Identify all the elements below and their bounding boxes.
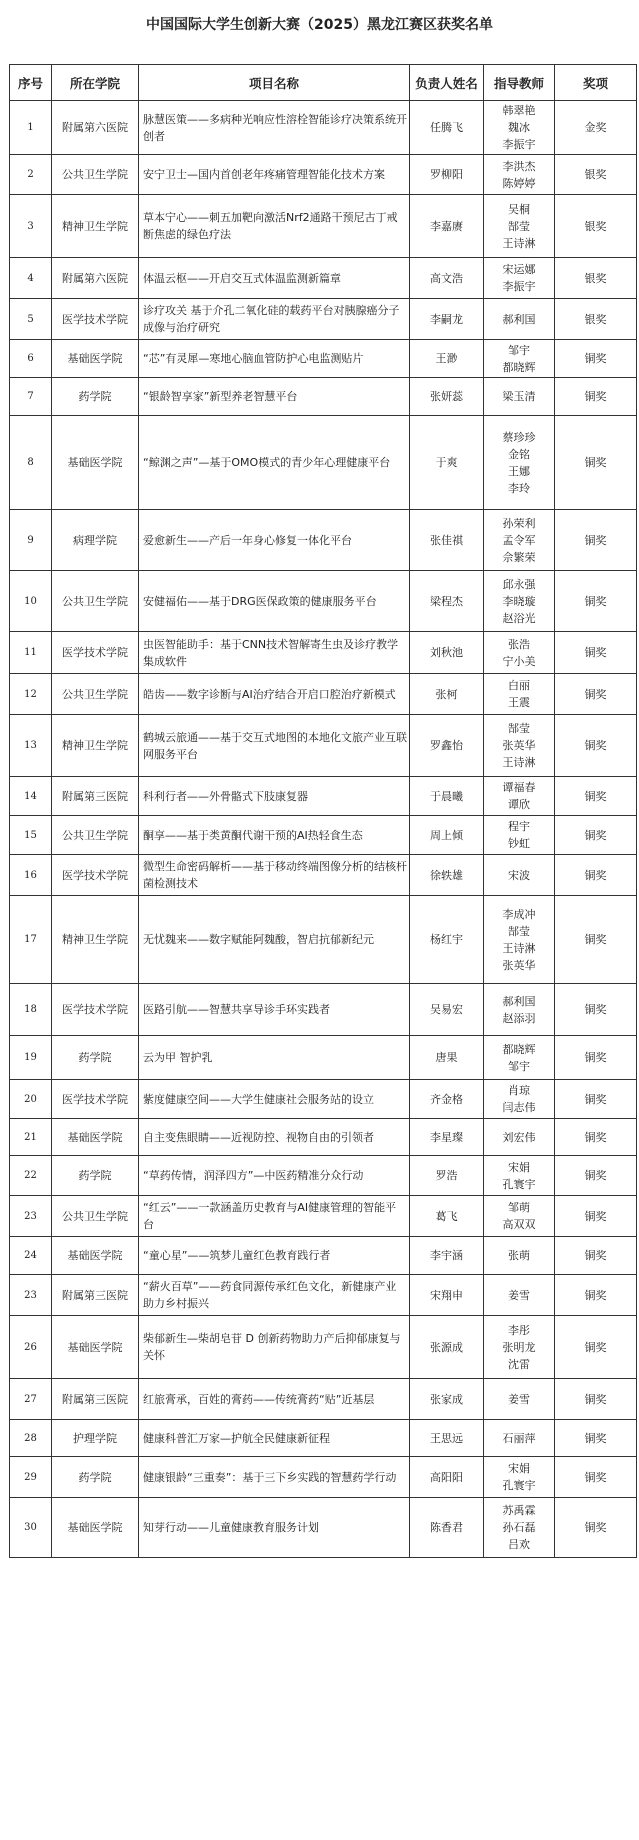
row-index: 27 <box>10 1379 52 1420</box>
row-index: 12 <box>10 674 52 715</box>
row-leader: 李宇涵 <box>410 1237 484 1275</box>
row-advisors <box>484 1379 555 1420</box>
row-college: 公共卫生学院 <box>52 155 139 195</box>
row-college: 药学院 <box>52 1457 139 1498</box>
row-award: 铜奖 <box>555 777 637 816</box>
advisor-name: 王诗淋 <box>502 941 536 955</box>
row-college: 基础医学院 <box>52 1498 139 1558</box>
row-leader: 唐果 <box>410 1036 484 1080</box>
row-project: 柴郁新生—柴胡皂苷 D 创新药物助力产后抑郁康复与关怀 <box>139 1316 410 1379</box>
advisor-name: 谭欣 <box>508 798 530 811</box>
row-advisors <box>484 195 555 258</box>
row-college: 公共卫生学院 <box>52 1196 139 1237</box>
row-advisors <box>484 777 555 816</box>
table-row <box>10 101 637 155</box>
row-project: “银龄智享家”新型养老智慧平台 <box>139 378 410 416</box>
advisor-name: 孟令军 <box>502 533 536 547</box>
row-index: 14 <box>10 777 52 816</box>
row-index: 1 <box>10 101 52 155</box>
row-project: “芯”有灵犀—寒地心脑血管防护心电监测贴片 <box>139 340 410 378</box>
header-leader: 负责人姓名 <box>410 65 484 101</box>
row-college: 药学院 <box>52 1156 139 1196</box>
advisor-name: 都晓辉 <box>502 1042 536 1056</box>
row-advisors <box>484 632 555 674</box>
row-award: 铜奖 <box>555 855 637 896</box>
row-leader: 李嗣龙 <box>410 299 484 340</box>
row-award: 铜奖 <box>555 1119 637 1156</box>
advisor-name: 李振宇 <box>502 280 536 293</box>
row-college: 精神卫生学院 <box>52 195 139 258</box>
row-award: 铜奖 <box>555 1196 637 1237</box>
row-index: 16 <box>10 855 52 896</box>
row-advisors <box>484 258 555 299</box>
advisor-name: 石丽萍 <box>502 1431 536 1445</box>
row-index: 19 <box>10 1036 52 1080</box>
advisor-name: 张浩 <box>508 637 530 651</box>
row-award: 铜奖 <box>555 510 637 571</box>
advisor-name: 邹宇 <box>508 343 530 357</box>
row-project: 紫度健康空间——大学生健康社会服务站的设立 <box>139 1080 410 1119</box>
table-row <box>10 1156 637 1196</box>
row-index: 10 <box>10 571 52 632</box>
row-college: 医学技术学院 <box>52 632 139 674</box>
row-leader: 周上倾 <box>410 816 484 855</box>
advisor-name: 王震 <box>508 696 530 709</box>
row-advisors <box>484 378 555 416</box>
row-award: 铜奖 <box>555 378 637 416</box>
advisor-name: 程宇 <box>508 820 530 833</box>
table-row <box>10 777 637 816</box>
advisor-name: 白丽 <box>508 679 530 692</box>
row-project: 健康银龄“三重奏”：基于三下乡实践的智慧药学行动 <box>139 1457 410 1498</box>
row-advisors <box>484 1316 555 1379</box>
row-college: 基础医学院 <box>52 1237 139 1275</box>
row-advisors <box>484 715 555 777</box>
table-row <box>10 1420 637 1457</box>
row-advisors <box>484 984 555 1036</box>
advisor-name: 李晓璇 <box>502 594 536 608</box>
row-college: 医学技术学院 <box>52 299 139 340</box>
advisor-name: 邱永强 <box>502 577 536 591</box>
advisor-name: 谭福春 <box>502 781 536 794</box>
row-advisors <box>484 155 555 195</box>
table-row <box>10 155 637 195</box>
row-award: 铜奖 <box>555 715 637 777</box>
row-project: “草药传情，润泽四方”—中医药精准分众行动 <box>139 1156 410 1196</box>
advisor-name: 蔡珍珍 <box>502 430 536 444</box>
advisor-name: 刘宏伟 <box>502 1130 536 1144</box>
row-advisors <box>484 1156 555 1196</box>
row-index: 2 <box>10 155 52 195</box>
row-project: “薪火百草”——药食同源传承红色文化，新健康产业助力乡村振兴 <box>139 1275 410 1316</box>
row-college: 精神卫生学院 <box>52 896 139 984</box>
row-advisors <box>484 1275 555 1316</box>
row-college: 医学技术学院 <box>52 1080 139 1119</box>
row-index: 18 <box>10 984 52 1036</box>
row-project: 脉慧医策——多病种光响应性溶栓智能诊疗决策系统开创者 <box>139 101 410 155</box>
row-project: 安健福佑——基于DRG医保政策的健康服务平台 <box>139 571 410 632</box>
row-college: 药学院 <box>52 1036 139 1080</box>
awards-table <box>9 64 637 1558</box>
row-college: 公共卫生学院 <box>52 816 139 855</box>
row-leader: 宋翔申 <box>410 1275 484 1316</box>
row-project: 鹤城云旅通——基于交互式地图的本地化文旅产业互联网服务平台 <box>139 715 410 777</box>
row-leader: 王思远 <box>410 1420 484 1457</box>
advisor-name: 邹萌 <box>508 1201 530 1214</box>
row-leader: 张佳祺 <box>410 510 484 571</box>
row-project: 酮享——基于类黄酮代谢干预的AI热轻食生态 <box>139 816 410 855</box>
advisor-name: 孙荣利 <box>502 516 536 530</box>
row-award: 银奖 <box>555 195 637 258</box>
row-project: 健康科普汇万家—护航全民健康新征程 <box>139 1420 410 1457</box>
advisor-name: 张萌 <box>508 1249 530 1262</box>
header-project: 项目名称 <box>139 65 410 101</box>
row-project: 科利行者——外骨骼式下肢康复器 <box>139 777 410 816</box>
row-award: 铜奖 <box>555 1080 637 1119</box>
row-leader: 张妍蕊 <box>410 378 484 416</box>
advisor-name: 孔寰宇 <box>502 1479 536 1492</box>
row-college: 附属第三医院 <box>52 1379 139 1420</box>
advisor-name: 都晓辉 <box>502 360 536 374</box>
table-row <box>10 416 637 510</box>
table-row <box>10 1379 637 1420</box>
row-index: 24 <box>10 1237 52 1275</box>
table-row <box>10 984 637 1036</box>
advisor-name: 佘繁荣 <box>502 550 536 564</box>
row-leader: 高阳阳 <box>410 1457 484 1498</box>
row-college: 药学院 <box>52 378 139 416</box>
row-index: 26 <box>10 1316 52 1379</box>
row-advisors <box>484 1196 555 1237</box>
row-award: 银奖 <box>555 258 637 299</box>
row-leader: 张柯 <box>410 674 484 715</box>
advisor-name: 张英华 <box>502 958 536 972</box>
row-leader: 王渺 <box>410 340 484 378</box>
row-advisors <box>484 816 555 855</box>
row-advisors <box>484 896 555 984</box>
row-college: 基础医学院 <box>52 340 139 378</box>
row-award: 银奖 <box>555 299 637 340</box>
advisor-name: 李成冲 <box>502 907 536 921</box>
advisor-name: 苏禹霖 <box>502 1504 536 1517</box>
advisor-name: 王诗淋 <box>502 236 536 250</box>
advisor-name: 郝利国 <box>502 312 536 326</box>
row-project: “鲸渊之声”—基于OMO模式的青少年心理健康平台 <box>139 416 410 510</box>
row-college: 医学技术学院 <box>52 855 139 896</box>
row-project: 体温云枢——开启交互式体温监测新篇章 <box>139 258 410 299</box>
row-project: 自主变焦眼睛——近视防控、视物自由的引领者 <box>139 1119 410 1156</box>
advisor-name: 李玲 <box>508 481 530 495</box>
advisor-name: 梁玉清 <box>502 390 536 403</box>
table-row <box>10 816 637 855</box>
row-index: 4 <box>10 258 52 299</box>
advisor-name: 宋娟 <box>508 1462 530 1475</box>
row-advisors <box>484 101 555 155</box>
row-college: 附属第三医院 <box>52 777 139 816</box>
row-college: 病理学院 <box>52 510 139 571</box>
row-award: 铜奖 <box>555 1156 637 1196</box>
row-advisors <box>484 674 555 715</box>
advisor-name: 王娜 <box>508 464 530 478</box>
row-project: “童心星”——筑梦儿童红色教育践行者 <box>139 1237 410 1275</box>
header-award: 奖项 <box>555 65 637 101</box>
row-college: 附属第六医院 <box>52 101 139 155</box>
table-row <box>10 674 637 715</box>
row-project: 安宁卫士—国内首创老年疼痛管理智能化技术方案 <box>139 155 410 195</box>
row-leader: 高文浩 <box>410 258 484 299</box>
row-project: “红云”——一款涵盖历史教育与AI健康管理的智能平台 <box>139 1196 410 1237</box>
row-award: 铜奖 <box>555 896 637 984</box>
advisor-name: 魏冰 <box>508 121 530 134</box>
row-project: 微型生命密码解析——基于移动终端图像分析的结核杆菌检测技术 <box>139 855 410 896</box>
row-advisors <box>484 855 555 896</box>
row-index: 3 <box>10 195 52 258</box>
row-leader: 罗浩 <box>410 1156 484 1196</box>
table-row <box>10 1119 637 1156</box>
table-row <box>10 855 637 896</box>
row-leader: 任腾飞 <box>410 101 484 155</box>
table-row <box>10 378 637 416</box>
row-index: 5 <box>10 299 52 340</box>
row-advisors <box>484 1457 555 1498</box>
advisor-name: 赵浴光 <box>502 611 536 625</box>
row-award: 银奖 <box>555 155 637 195</box>
row-advisors <box>484 1498 555 1558</box>
row-project: 诊疗攻关 基于介孔二氧化硅的载药平台对胰腺癌分子成像与治疗研究 <box>139 299 410 340</box>
row-college: 精神卫生学院 <box>52 715 139 777</box>
row-leader: 齐金格 <box>410 1080 484 1119</box>
row-project: 草本宁心——刺五加靶向激活Nrf2通路干预尼古丁戒断焦虑的绿色疗法 <box>139 195 410 258</box>
advisor-name: 陈婷婷 <box>502 176 536 190</box>
row-advisors <box>484 416 555 510</box>
row-index: 17 <box>10 896 52 984</box>
advisor-name: 吕欢 <box>508 1538 530 1551</box>
table-row <box>10 632 637 674</box>
table-row <box>10 1457 637 1498</box>
row-index: 22 <box>10 1156 52 1196</box>
row-award: 金奖 <box>555 101 637 155</box>
row-index: 29 <box>10 1457 52 1498</box>
row-advisors <box>484 1420 555 1457</box>
header-advisors: 指导教师 <box>484 65 555 101</box>
row-project: 医路引航——智慧共享导诊手环实践者 <box>139 984 410 1036</box>
row-index: 11 <box>10 632 52 674</box>
row-leader: 陈香君 <box>410 1498 484 1558</box>
row-award: 铜奖 <box>555 1457 637 1498</box>
row-college: 基础医学院 <box>52 1119 139 1156</box>
advisor-name: 孙石磊 <box>502 1521 536 1534</box>
table-row <box>10 1275 637 1316</box>
advisor-name: 张明龙 <box>502 1340 536 1354</box>
row-leader: 于爽 <box>410 416 484 510</box>
row-college: 附属第三医院 <box>52 1275 139 1316</box>
row-leader: 张家成 <box>410 1379 484 1420</box>
row-college: 基础医学院 <box>52 1316 139 1379</box>
advisor-name: 宁小美 <box>502 654 536 668</box>
row-award: 铜奖 <box>555 674 637 715</box>
row-index: 15 <box>10 816 52 855</box>
row-leader: 张源成 <box>410 1316 484 1379</box>
page-title: 中国国际大学生创新大赛（2025）黑龙江赛区获奖名单 <box>146 17 493 33</box>
row-college: 公共卫生学院 <box>52 571 139 632</box>
row-award: 铜奖 <box>555 632 637 674</box>
advisor-name: 沈雷 <box>508 1357 530 1371</box>
header-index: 序号 <box>10 65 52 101</box>
advisor-name: 肖琼 <box>508 1084 530 1097</box>
row-advisors <box>484 571 555 632</box>
advisor-name: 高双双 <box>502 1218 536 1231</box>
row-index: 21 <box>10 1119 52 1156</box>
row-project: 虫医智能助手：基于CNN技术智解寄生虫及诊疗教学集成软件 <box>139 632 410 674</box>
table-row <box>10 258 637 299</box>
row-leader: 吴易宏 <box>410 984 484 1036</box>
row-leader: 于晨曦 <box>410 777 484 816</box>
advisor-name: 宋娟 <box>508 1160 530 1174</box>
row-award: 铜奖 <box>555 816 637 855</box>
row-project: 云为甲 智护乳 <box>139 1036 410 1080</box>
advisor-name: 钞虹 <box>508 837 530 850</box>
table-row <box>10 715 637 777</box>
row-leader: 梁程杰 <box>410 571 484 632</box>
table-row <box>10 1316 637 1379</box>
row-advisors <box>484 299 555 340</box>
row-project: 皓齿——数字诊断与AI治疗结合开启口腔治疗新模式 <box>139 674 410 715</box>
row-leader: 李嘉赓 <box>410 195 484 258</box>
row-leader: 罗柳阳 <box>410 155 484 195</box>
row-award: 铜奖 <box>555 1498 637 1558</box>
table-row <box>10 1196 637 1237</box>
advisor-name: 姜雪 <box>508 1288 530 1302</box>
row-index: 6 <box>10 340 52 378</box>
row-college: 医学技术学院 <box>52 984 139 1036</box>
row-project: 爱愈新生——产后一年身心修复一体化平台 <box>139 510 410 571</box>
table-row <box>10 340 637 378</box>
table-row <box>10 510 637 571</box>
row-index: 23 <box>10 1275 52 1316</box>
row-leader: 罗鑫怡 <box>410 715 484 777</box>
row-project: 知芽行动——儿童健康教育服务计划 <box>139 1498 410 1558</box>
advisor-name: 吴桐 <box>508 202 530 216</box>
advisor-name: 赵添羽 <box>502 1011 536 1025</box>
row-index: 23 <box>10 1196 52 1237</box>
row-leader: 李星璨 <box>410 1119 484 1156</box>
advisor-name: 郝利国 <box>502 994 536 1008</box>
row-award: 铜奖 <box>555 1275 637 1316</box>
table-row <box>10 1036 637 1080</box>
table-row <box>10 299 637 340</box>
row-college: 基础医学院 <box>52 416 139 510</box>
advisor-name: 姜雪 <box>508 1392 530 1406</box>
advisor-name: 韩翠艳 <box>502 104 536 117</box>
advisor-name: 王诗淋 <box>502 756 536 769</box>
table-row <box>10 571 637 632</box>
advisor-name: 李洪杰 <box>502 159 536 173</box>
advisor-name: 闫志伟 <box>502 1101 536 1114</box>
row-index: 9 <box>10 510 52 571</box>
advisor-name: 李振宇 <box>502 138 536 151</box>
row-index: 7 <box>10 378 52 416</box>
table-row <box>10 896 637 984</box>
row-leader: 徐轶雄 <box>410 855 484 896</box>
advisor-name: 宋运娜 <box>502 263 536 276</box>
row-index: 30 <box>10 1498 52 1558</box>
row-award: 铜奖 <box>555 416 637 510</box>
row-advisors <box>484 1237 555 1275</box>
table-row <box>10 1080 637 1119</box>
advisor-name: 李彤 <box>508 1323 530 1337</box>
header-college: 所在学院 <box>52 65 139 101</box>
table-header-row <box>10 65 637 101</box>
row-advisors <box>484 340 555 378</box>
row-award: 铜奖 <box>555 1420 637 1457</box>
row-award: 铜奖 <box>555 1316 637 1379</box>
advisor-name: 郜莹 <box>508 722 530 735</box>
row-index: 8 <box>10 416 52 510</box>
row-award: 铜奖 <box>555 340 637 378</box>
advisor-name: 金铭 <box>508 447 530 461</box>
table-body <box>10 101 637 1558</box>
row-advisors <box>484 1036 555 1080</box>
table-row <box>10 195 637 258</box>
advisor-name: 宋波 <box>508 868 530 882</box>
row-index: 28 <box>10 1420 52 1457</box>
table-row <box>10 1237 637 1275</box>
row-leader: 杨红宇 <box>410 896 484 984</box>
row-award: 铜奖 <box>555 1036 637 1080</box>
row-college: 公共卫生学院 <box>52 674 139 715</box>
advisor-name: 郜莹 <box>508 219 530 233</box>
row-leader: 葛飞 <box>410 1196 484 1237</box>
row-project: 无忧魏来——数字赋能阿魏酸，智启抗郁新纪元 <box>139 896 410 984</box>
row-index: 20 <box>10 1080 52 1119</box>
advisor-name: 孔寰宇 <box>502 1177 536 1191</box>
row-advisors <box>484 1119 555 1156</box>
table-row <box>10 1498 637 1558</box>
row-project: 红旅膏承，百姓的膏药——传统膏药“贴”近基层 <box>139 1379 410 1420</box>
advisor-name: 郜莹 <box>508 924 530 938</box>
row-advisors <box>484 1080 555 1119</box>
row-award: 铜奖 <box>555 1237 637 1275</box>
advisor-name: 邹宇 <box>508 1059 530 1073</box>
row-advisors <box>484 510 555 571</box>
advisor-name: 张英华 <box>502 739 536 752</box>
row-award: 铜奖 <box>555 571 637 632</box>
row-award: 铜奖 <box>555 1379 637 1420</box>
row-leader: 刘秋池 <box>410 632 484 674</box>
row-college: 附属第六医院 <box>52 258 139 299</box>
row-award: 铜奖 <box>555 984 637 1036</box>
row-college: 护理学院 <box>52 1420 139 1457</box>
row-index: 13 <box>10 715 52 777</box>
